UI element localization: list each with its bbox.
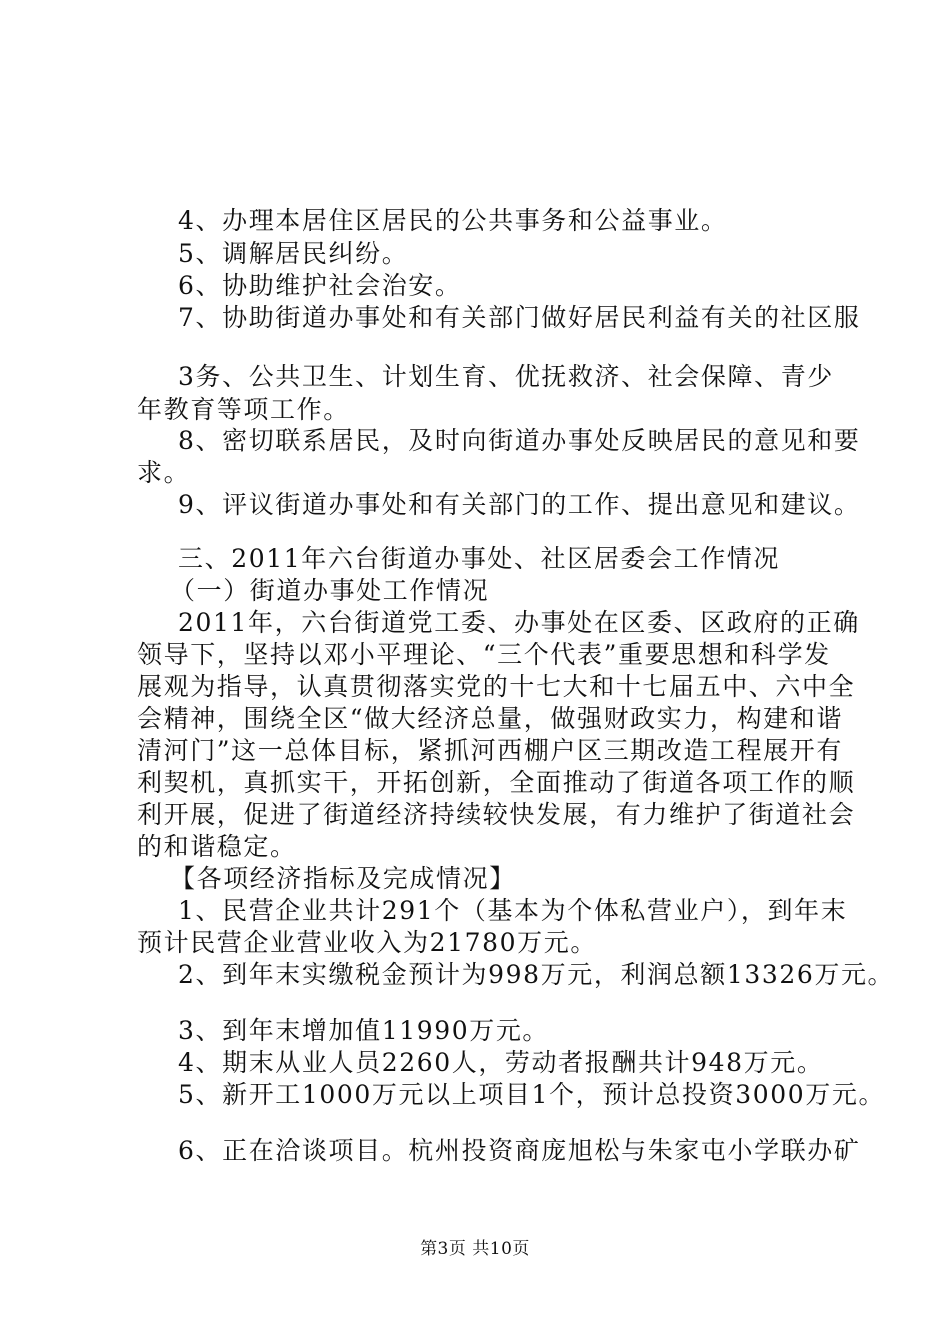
paragraph-line: 求。 bbox=[137, 458, 191, 487]
paragraph-line: 5、调解居民纠纷。 bbox=[178, 239, 409, 268]
paragraph-line: 7、协助街道办事处和有关部门做好居民利益有关的社区服 bbox=[178, 303, 861, 332]
paragraph-line: 4、办理本居住区居民的公共事务和公益事业。 bbox=[178, 206, 728, 235]
paragraph-line: 8、密切联系居民，及时向街道办事处反映居民的意见和要 bbox=[178, 426, 861, 455]
paragraph-line: 会精神，围绕全区“做大经济总量，做强财政实力，构建和谐 bbox=[137, 704, 843, 733]
list-item: 1、民营企业共计291个（基本为个体私营业户），到年末 bbox=[178, 896, 848, 925]
paragraph-line: 2011年，六台街道党工委、办事处在区委、区政府的正确 bbox=[178, 608, 860, 637]
subsection-heading: （一）街道办事处工作情况 bbox=[170, 576, 490, 605]
list-item: 3、到年末增加值11990万元。 bbox=[178, 1016, 550, 1045]
list-item: 4、期末从业人员2260人，劳动者报酬共计948万元。 bbox=[178, 1048, 824, 1077]
paragraph-line: 3务、公共卫生、计划生育、优抚救济、社会保障、青少 bbox=[178, 362, 834, 391]
section-heading: 三、2011年六台街道办事处、社区居委会工作情况 bbox=[178, 544, 781, 573]
paragraph-line: 利开展，促进了街道经济持续较快发展，有力维护了街道社会 bbox=[137, 800, 856, 829]
list-item: 2、到年末实缴税金预计为998万元，利润总额13326万元。 bbox=[178, 960, 895, 989]
list-heading: 【各项经济指标及完成情况】 bbox=[170, 864, 516, 893]
paragraph-line: 清河门”这一总体目标，紧抓河西棚户区三期改造工程展开有 bbox=[137, 736, 843, 765]
page-footer: 第3页 共10页 bbox=[420, 1239, 530, 1259]
paragraph-line: 领导下，坚持以邓小平理论、“三个代表”重要思想和科学发 bbox=[137, 640, 831, 669]
paragraph-line: 9、评议街道办事处和有关部门的工作、提出意见和建议。 bbox=[178, 490, 861, 519]
list-item: 预计民营企业营业收入为21780万元。 bbox=[137, 928, 597, 957]
paragraph-line: 利契机，真抓实干，开拓创新，全面推动了街道各项工作的顺 bbox=[137, 768, 856, 797]
paragraph-line: 6、协助维护社会治安。 bbox=[178, 271, 462, 300]
list-item: 6、正在洽谈项目。杭州投资商庞旭松与朱家屯小学联办矿 bbox=[178, 1136, 861, 1165]
paragraph-line: 的和谐稳定。 bbox=[137, 832, 297, 861]
paragraph-line: 展观为指导，认真贯彻落实党的十七大和十七届五中、六中全 bbox=[137, 672, 856, 701]
paragraph-line: 年教育等项工作。 bbox=[137, 395, 350, 424]
list-item: 5、新开工1000万元以上项目1个，预计总投资3000万元。 bbox=[178, 1080, 886, 1109]
